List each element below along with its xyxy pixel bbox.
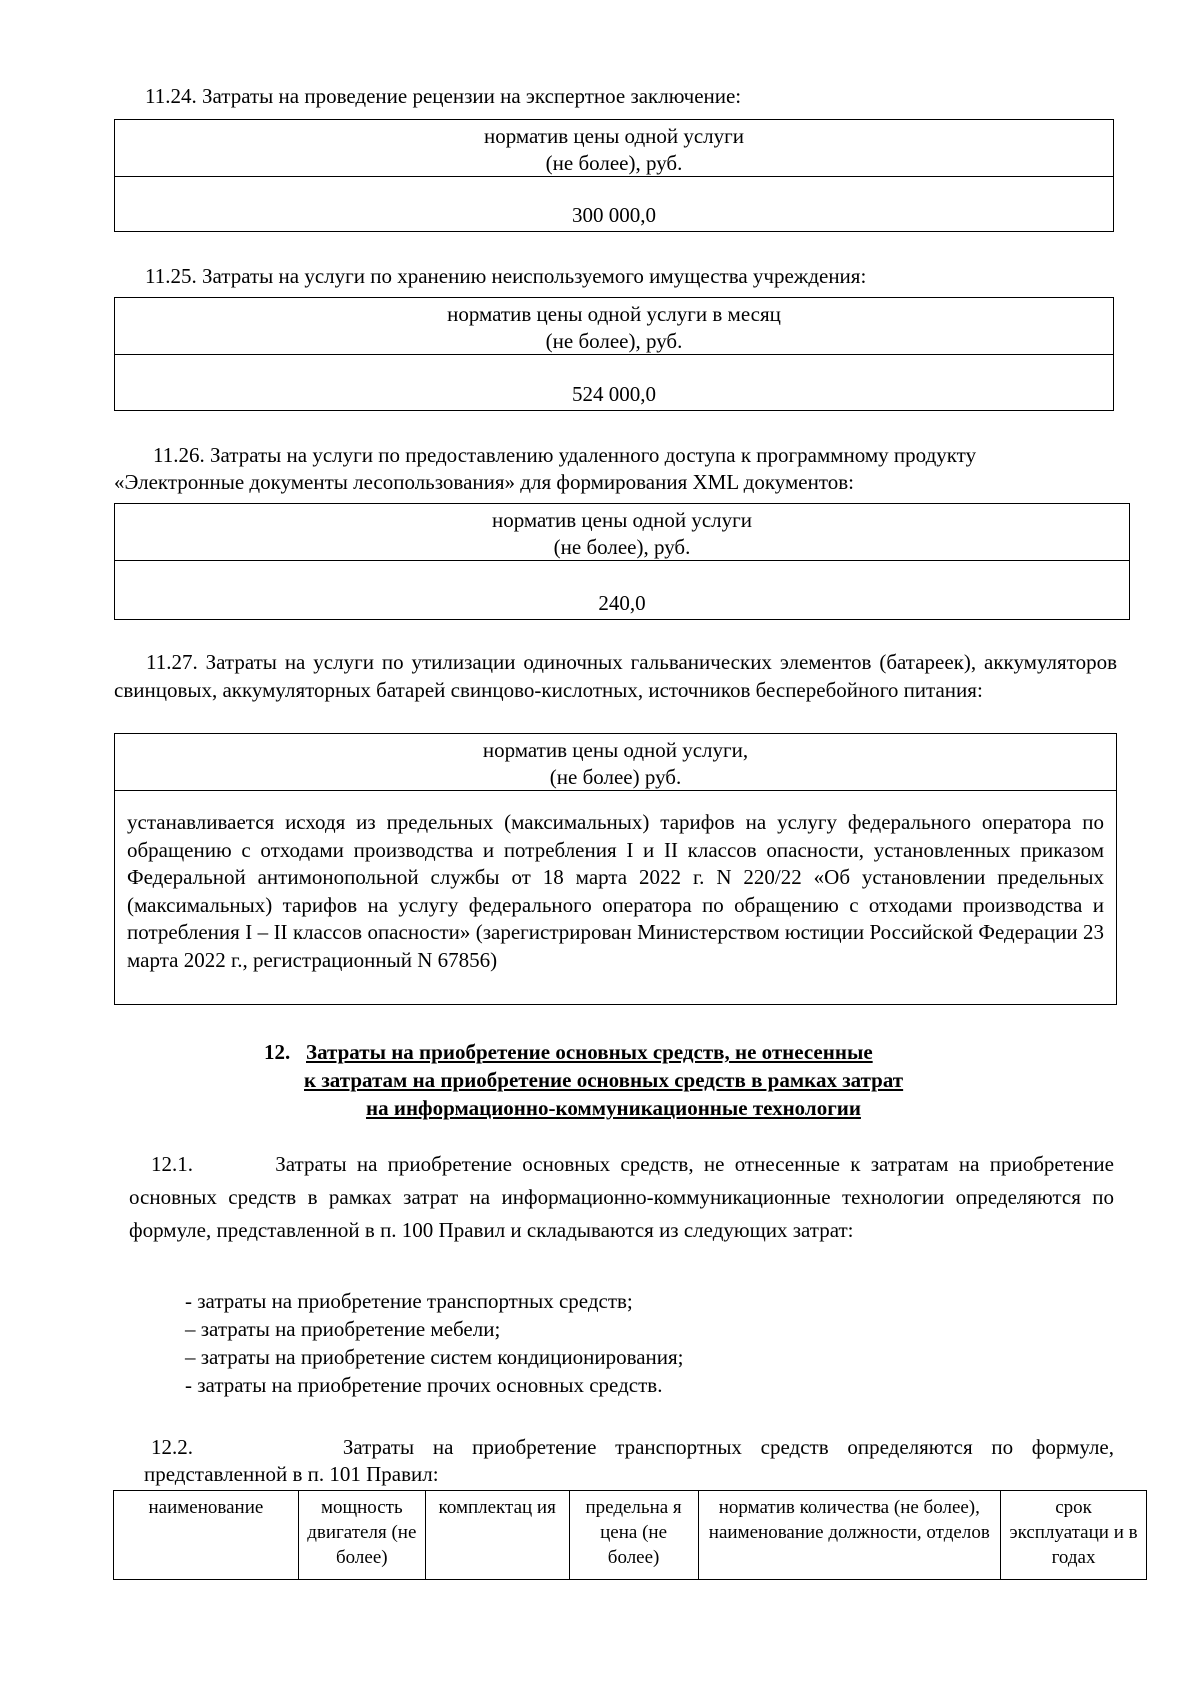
list-item: - затраты на приобретение прочих основных средств. (185, 1373, 663, 1397)
column-header-quantity-norm: норматив количества (не более), наименование должности, отделов (698, 1491, 1001, 1580)
column-header-name: наименование (114, 1491, 299, 1580)
list-item: – затраты на приобретение систем кондиционирования; (185, 1345, 684, 1369)
section-12-heading-line1 (264, 1038, 873, 1066)
column-header-service-life: срок эксплуатаци и в годах (1001, 1491, 1147, 1580)
table-header (115, 504, 1129, 561)
section-11-25-title: 11.25. Затраты на услуги по хранению неиспользуемого имущества учреждения: (145, 264, 867, 288)
section-12-heading-line2 (304, 1066, 903, 1094)
header-line: норматив цены одной услуги, (482, 738, 749, 762)
section-11-25-table (114, 297, 1114, 411)
table-body-text: устанавливается исходя из предельных (максимальных) тарифов на услугу федерального оператора по обращению с отходами производства и потребления I и II классов опасности, установленных приказом Федеральной антимонопольной службы от 18 марта 2022 г. N 220/22 «Об установлении предельных (максимальных) тарифов на услугу федерального оператора по обращению с отходами производства и потребления I – II классов опасности» (зарегистрирован Министерством юстиции Российской Федерации 23 марта 2022 г., регистрационный N 67856) (127, 810, 1104, 972)
paragraph-12-2-line1: 12.2. Затраты на приобретение транспортных средств определяются по формуле, (151, 1435, 1114, 1459)
section-12-heading-line3 (366, 1094, 861, 1122)
heading-text: к затратам на приобретение основных средств в рамках затрат (304, 1068, 904, 1092)
column-header-equipment: комплектац ия (425, 1491, 569, 1580)
table-value: 524 000,0 (572, 382, 656, 406)
header-line: норматив цены одной услуги (491, 508, 753, 532)
header-line: (не более), руб. (545, 151, 683, 175)
list-item: – затраты на приобретение мебели; (185, 1317, 501, 1341)
section-12-number: 12. (264, 1040, 291, 1064)
header-line: (не более), руб. (553, 535, 691, 559)
header-line: норматив цены одной услуги (483, 124, 745, 148)
paragraph-12-1: 12.1. Затраты на приобретение основных средств, не отнесенные к затратам на приобретение основных средств в рамках затрат на информационно-коммуникационные технологии определяются по формуле, представленной в п. 100 Правил и складываются из следующих затрат: (129, 1152, 1114, 1242)
table-value: 240,0 (598, 591, 646, 615)
table-value: 300 000,0 (572, 203, 656, 227)
header-line: (не более), руб. (545, 329, 683, 353)
column-header-engine-power: мощность двигателя (не более) (298, 1491, 425, 1580)
section-11-24-title: 11.24. Затраты на проведение рецензии на экспертное заключение: (145, 84, 742, 108)
column-header-max-price: предельна я цена (не более) (569, 1491, 698, 1580)
cost-list (185, 1287, 684, 1399)
table-header-row (114, 1491, 1147, 1580)
section-11-27-title: 11.27. Затраты на услуги по утилизации одиночных гальванических элементов (батареек), аккумуляторов свинцовых, аккумуляторных батарей свинцово-кислотных, источников бесперебойного питания: (114, 650, 1117, 702)
section-11-26-title-line2: «Электронные документы лесопользования» для формирования XML документов: (114, 470, 854, 494)
list-item: - затраты на приобретение транспортных средств; (185, 1289, 633, 1313)
header-line: (не более) руб. (549, 765, 682, 789)
paragraph-12-2-line2: представленной в п. 101 Правил: (144, 1462, 439, 1486)
vehicle-cost-table (113, 1490, 1147, 1580)
header-line: норматив цены одной услуги в месяц (447, 302, 781, 326)
section-11-27-table (114, 733, 1117, 1005)
table-header (115, 298, 1113, 355)
heading-text: на информационно-коммуникационные технологии (366, 1096, 861, 1120)
section-11-26-table (114, 503, 1130, 620)
table-header (115, 120, 1113, 177)
section-11-26-title-line1: 11.26. Затраты на услуги по предоставлению удаленного доступа к программному продукту (153, 443, 977, 467)
section-11-24-table (114, 119, 1114, 232)
heading-text: Затраты на приобретение основных средств, не отнесенные (306, 1040, 873, 1064)
table-header (115, 734, 1116, 791)
